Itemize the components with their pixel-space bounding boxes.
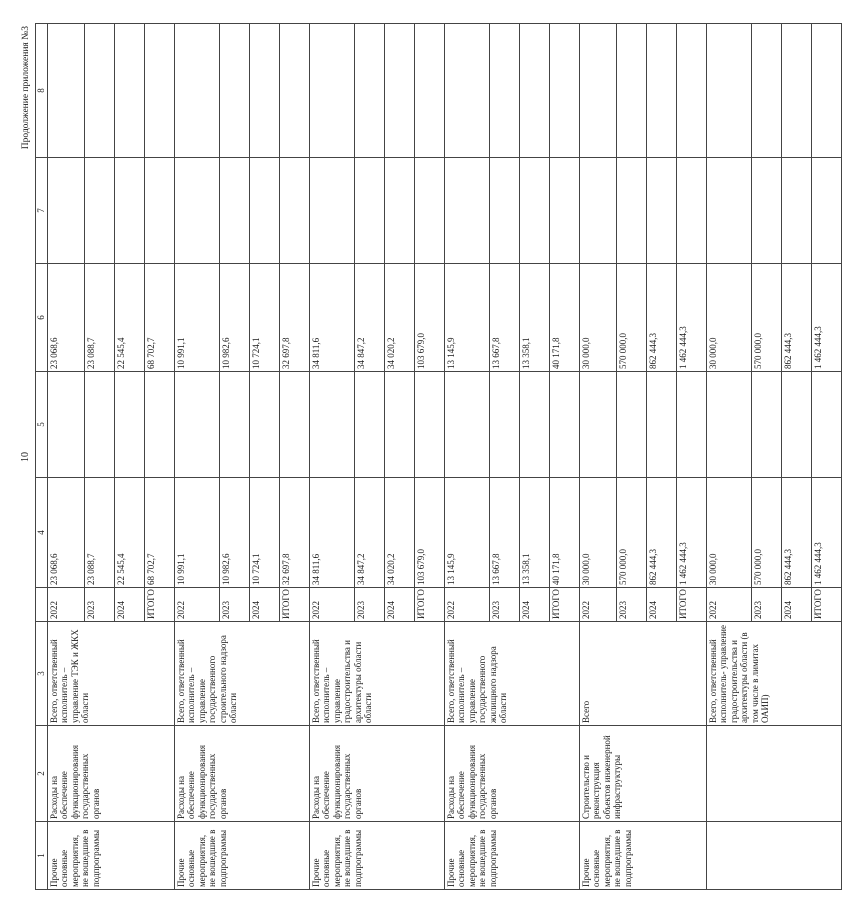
empty-cell (751, 158, 781, 264)
empty-cell (781, 24, 811, 158)
amount-cell: 23 088,7 (84, 264, 114, 372)
amount-cell: 32 697,8 (279, 264, 309, 372)
year-cell: 2024 (781, 588, 811, 622)
year-cell: 2023 (84, 588, 114, 622)
year-cell: ИТОГО (279, 588, 309, 622)
empty-cell (47, 24, 84, 158)
event-type-cell (706, 822, 841, 890)
empty-cell (811, 158, 841, 264)
empty-cell (489, 158, 519, 264)
empty-cell (354, 372, 384, 478)
year-cell: 2022 (309, 588, 354, 622)
year-cell: ИТОГО (414, 588, 444, 622)
year-cell: ИТОГО (676, 588, 706, 622)
event-name-cell: Строительство и реконструкция объектов инженерной инфраструктуры (579, 726, 706, 822)
empty-cell (676, 158, 706, 264)
table-row (444, 24, 489, 890)
empty-cell (706, 372, 751, 478)
empty-cell (579, 372, 616, 478)
empty-cell (309, 24, 354, 158)
year-cell: 2023 (616, 588, 646, 622)
event-name-cell (706, 726, 841, 822)
year-cell: 2024 (384, 588, 414, 622)
amount-cell: 13 358,1 (519, 478, 549, 588)
executor-cell: Всего, ответственный исполнитель – управление градостроительства и архитектуры области области (309, 622, 444, 726)
amount-cell: 862 444,3 (781, 264, 811, 372)
empty-cell (414, 372, 444, 478)
amount-cell: 30 000,0 (706, 478, 751, 588)
empty-cell (646, 24, 676, 158)
empty-cell (751, 372, 781, 478)
empty-cell (219, 158, 249, 264)
amount-cell: 40 171,8 (549, 264, 579, 372)
amount-cell: 103 679,0 (414, 478, 444, 588)
executor-cell: Всего, ответственный исполнитель – управление государственного строительного надзора области (174, 622, 309, 726)
table-row (706, 24, 751, 890)
header-cell: 2 (36, 726, 48, 822)
amount-cell: 23 068,6 (47, 478, 84, 588)
year-cell: ИТОГО (811, 588, 841, 622)
header-cell (36, 588, 48, 622)
empty-cell (444, 372, 489, 478)
amount-cell: 570 000,0 (751, 478, 781, 588)
amount-cell: 34 847,2 (354, 478, 384, 588)
table-row (47, 24, 84, 890)
amount-cell: 68 702,7 (144, 478, 174, 588)
empty-cell (579, 24, 616, 158)
header-cell: 1 (36, 822, 48, 890)
year-cell: 2022 (47, 588, 84, 622)
empty-cell (706, 158, 751, 264)
empty-cell (781, 372, 811, 478)
executor-cell: Всего, ответственный исполнитель- управление градостроительства и архитектуры области (в том числе в лимитах ОАИП) (706, 622, 841, 726)
amount-cell: 10 982,6 (219, 264, 249, 372)
header-cell: 8 (36, 24, 48, 158)
empty-cell (279, 158, 309, 264)
executor-cell: Всего, ответственный исполнитель – управление государственного жилищного надзора области (444, 622, 579, 726)
year-cell: 2024 (249, 588, 279, 622)
event-name-cell: Расходы на обеспечение функционирования государственных органов (444, 726, 579, 822)
year-cell: 2022 (579, 588, 616, 622)
amount-cell: 10 991,1 (174, 264, 219, 372)
empty-cell (84, 24, 114, 158)
amount-cell: 10 724,1 (249, 264, 279, 372)
amount-cell: 23 088,7 (84, 478, 114, 588)
amount-cell: 1 462 444,3 (811, 264, 841, 372)
empty-cell (549, 24, 579, 158)
empty-cell (249, 158, 279, 264)
amount-cell: 30 000,0 (706, 264, 751, 372)
empty-cell (781, 158, 811, 264)
amount-cell: 570 000,0 (616, 478, 646, 588)
executor-cell: Всего, ответственный исполнитель – управление ТЭК и ЖКХ области (47, 622, 174, 726)
empty-cell (114, 372, 144, 478)
year-cell: 2024 (114, 588, 144, 622)
empty-cell (646, 372, 676, 478)
amount-cell: 13 145,9 (444, 478, 489, 588)
event-type-cell: Прочие основные мероприятия, не вошедшие в подпрограммы (174, 822, 309, 890)
year-cell: 2023 (489, 588, 519, 622)
empty-cell (47, 158, 84, 264)
amount-cell: 34 847,2 (354, 264, 384, 372)
event-name-cell: Расходы на обеспечение функционирования государственных органов (174, 726, 309, 822)
empty-cell (354, 158, 384, 264)
event-type-cell: Прочие основные мероприятия, не вошедшие в подпрограммы (444, 822, 579, 890)
empty-cell (114, 158, 144, 264)
header-row (36, 24, 48, 890)
empty-cell (354, 24, 384, 158)
empty-cell (414, 158, 444, 264)
header-cell: 7 (36, 158, 48, 264)
empty-cell (616, 372, 646, 478)
amount-cell: 23 068,6 (47, 264, 84, 372)
event-name-cell: Расходы на обеспечение функционирования государственных органов (47, 726, 174, 822)
empty-cell (616, 158, 646, 264)
year-cell: ИТОГО (144, 588, 174, 622)
amount-cell: 22 545,4 (114, 264, 144, 372)
empty-cell (144, 24, 174, 158)
empty-cell (414, 24, 444, 158)
empty-cell (174, 158, 219, 264)
amount-cell: 10 991,1 (174, 478, 219, 588)
amount-cell: 22 545,4 (114, 478, 144, 588)
amount-cell: 1 462 444,3 (676, 478, 706, 588)
empty-cell (646, 158, 676, 264)
amount-cell: 13 667,8 (489, 264, 519, 372)
empty-cell (519, 24, 549, 158)
year-cell: 2023 (219, 588, 249, 622)
amount-cell: 40 171,8 (549, 478, 579, 588)
empty-cell (549, 372, 579, 478)
empty-cell (706, 24, 751, 158)
empty-cell (676, 372, 706, 478)
table-row (174, 24, 219, 890)
header-cell: 6 (36, 264, 48, 372)
amount-cell: 1 462 444,3 (676, 264, 706, 372)
year-cell: 2022 (706, 588, 751, 622)
empty-cell (174, 24, 219, 158)
event-type-cell: Прочие основные мероприятия, не вошедшие в подпрограммы (309, 822, 444, 890)
amount-cell: 862 444,3 (646, 264, 676, 372)
expenditure-table (35, 23, 842, 890)
year-cell: 2024 (646, 588, 676, 622)
year-cell: 2022 (444, 588, 489, 622)
empty-cell (811, 372, 841, 478)
empty-cell (144, 372, 174, 478)
empty-cell (384, 372, 414, 478)
empty-cell (219, 372, 249, 478)
amount-cell: 10 724,1 (249, 478, 279, 588)
empty-cell (144, 158, 174, 264)
amount-cell: 13 145,9 (444, 264, 489, 372)
amount-cell: 30 000,0 (579, 264, 616, 372)
page-number: 10 (20, 452, 31, 462)
empty-cell (309, 158, 354, 264)
empty-cell (579, 158, 616, 264)
amount-cell: 34 020,2 (384, 478, 414, 588)
empty-cell (519, 372, 549, 478)
executor-cell: Всего (579, 622, 706, 726)
year-cell: 2024 (519, 588, 549, 622)
empty-cell (84, 372, 114, 478)
year-cell: 2023 (751, 588, 781, 622)
year-cell: 2022 (174, 588, 219, 622)
header-cell: 4 (36, 478, 48, 588)
year-cell: 2023 (354, 588, 384, 622)
empty-cell (384, 158, 414, 264)
empty-cell (309, 372, 354, 478)
amount-cell: 103 679,0 (414, 264, 444, 372)
amount-cell: 570 000,0 (751, 264, 781, 372)
empty-cell (616, 24, 646, 158)
event-type-cell: Прочие основные мероприятия, не вошедшие в подпрограммы (47, 822, 174, 890)
header-cell: 5 (36, 372, 48, 478)
event-name-cell: Расходы на обеспечение функционирования государственных органов (309, 726, 444, 822)
table-row (579, 24, 616, 890)
amount-cell: 1 462 444,3 (811, 478, 841, 588)
empty-cell (47, 372, 84, 478)
table-row (309, 24, 354, 890)
empty-cell (84, 158, 114, 264)
empty-cell (444, 158, 489, 264)
event-type-cell: Прочие основные мероприятия, не вошедшие в подпрограммы (579, 822, 706, 890)
year-cell: ИТОГО (549, 588, 579, 622)
amount-cell: 13 667,8 (489, 478, 519, 588)
empty-cell (489, 372, 519, 478)
amount-cell: 570 000,0 (616, 264, 646, 372)
empty-cell (249, 24, 279, 158)
amount-cell: 862 444,3 (646, 478, 676, 588)
amount-cell: 32 697,8 (279, 478, 309, 588)
empty-cell (489, 24, 519, 158)
amount-cell: 13 358,1 (519, 264, 549, 372)
continuation-heading: Продолжение приложения №3 (21, 26, 31, 150)
amount-cell: 34 020,2 (384, 264, 414, 372)
empty-cell (114, 24, 144, 158)
empty-cell (174, 372, 219, 478)
header-cell: 3 (36, 622, 48, 726)
empty-cell (279, 372, 309, 478)
empty-cell (219, 24, 249, 158)
amount-cell: 30 000,0 (579, 478, 616, 588)
amount-cell: 862 444,3 (781, 478, 811, 588)
empty-cell (519, 158, 549, 264)
empty-cell (384, 24, 414, 158)
amount-cell: 34 811,6 (309, 264, 354, 372)
empty-cell (751, 24, 781, 158)
amount-cell: 34 811,6 (309, 478, 354, 588)
empty-cell (549, 158, 579, 264)
empty-cell (676, 24, 706, 158)
empty-cell (444, 24, 489, 158)
empty-cell (279, 24, 309, 158)
empty-cell (249, 372, 279, 478)
table-body (47, 24, 841, 890)
amount-cell: 68 702,7 (144, 264, 174, 372)
amount-cell: 10 982,6 (219, 478, 249, 588)
empty-cell (811, 24, 841, 158)
rotated-page (16, 20, 823, 890)
